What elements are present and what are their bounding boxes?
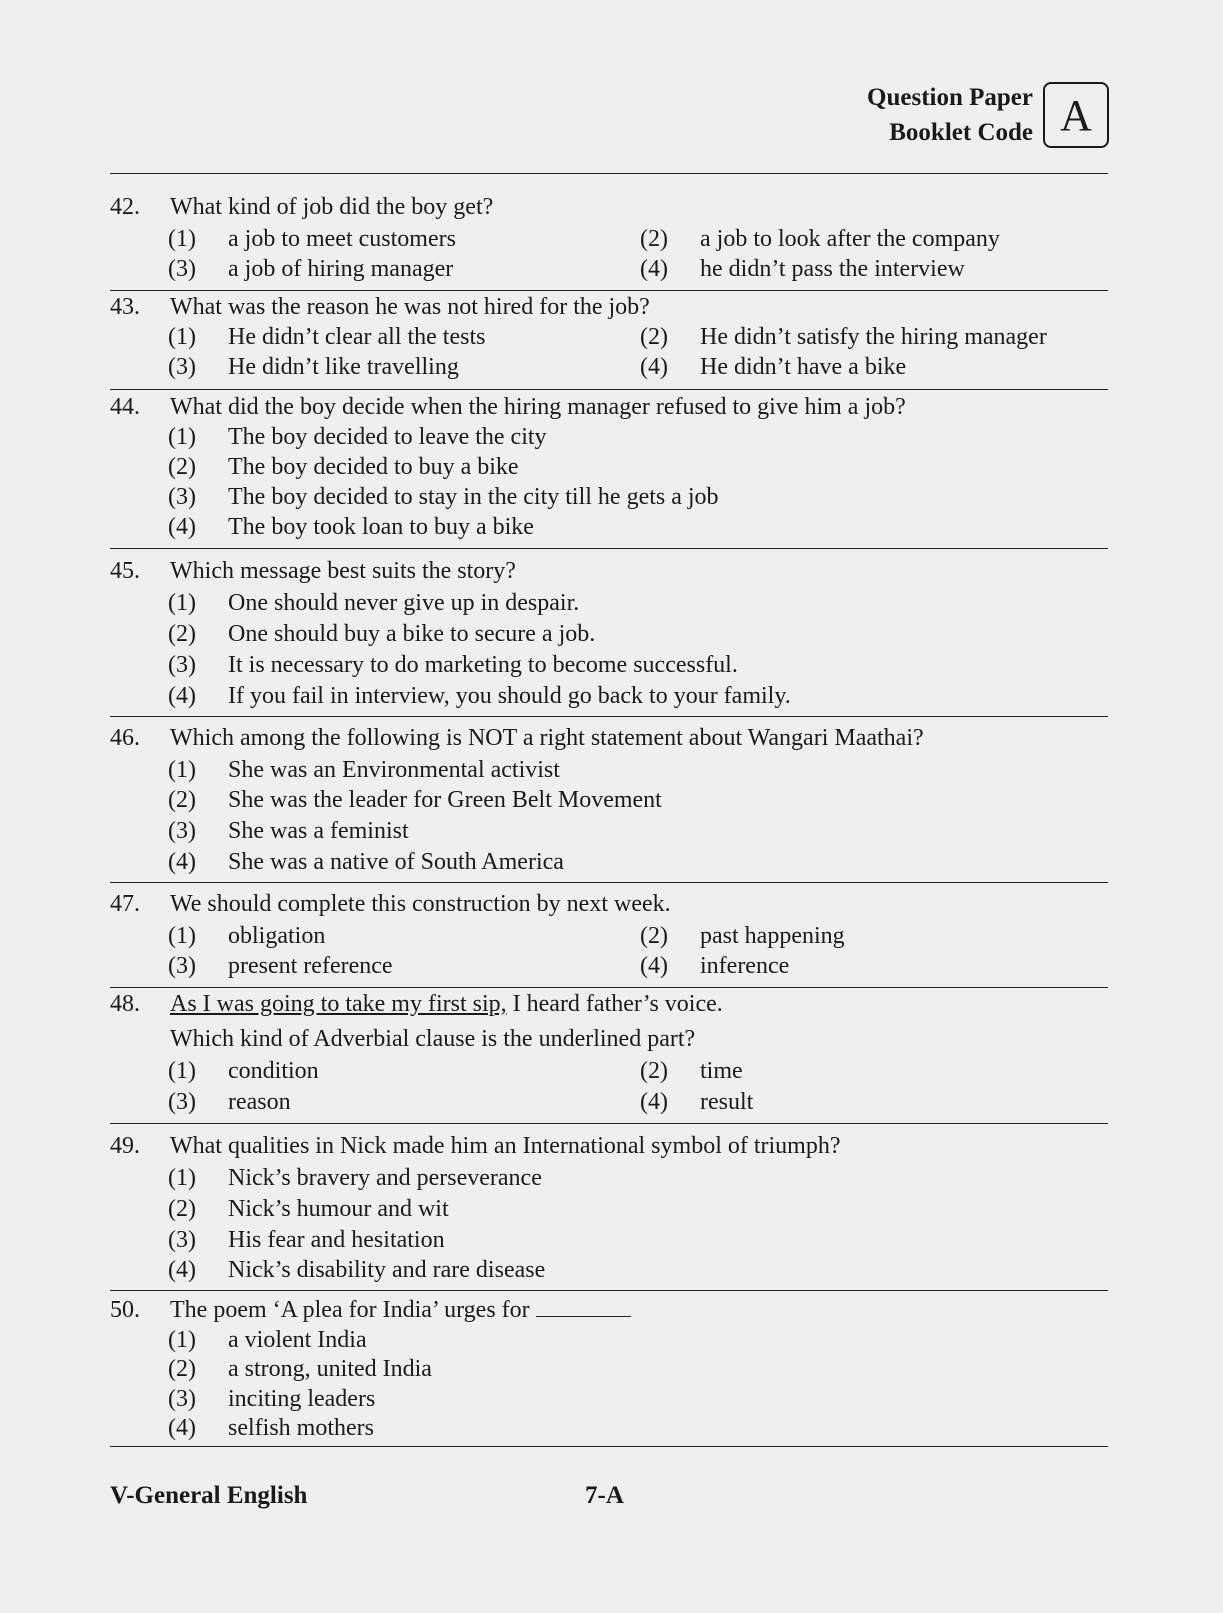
option-number: (3)	[168, 953, 196, 979]
option-number: (4)	[640, 953, 668, 979]
option-text: obligation	[228, 923, 326, 949]
option-text: One should never give up in despair.	[228, 590, 580, 616]
option-text: The boy decided to leave the city	[228, 424, 547, 450]
option-number: (1)	[168, 590, 196, 616]
option-number: (2)	[640, 324, 668, 350]
option-number: (1)	[168, 923, 196, 949]
option-text: present reference	[228, 953, 393, 979]
option-number: (3)	[168, 256, 196, 282]
option-number: (2)	[640, 923, 668, 949]
option-number: (1)	[168, 757, 196, 783]
question-number: 45.	[110, 558, 140, 584]
underlined-clause: As I was going to take my first sip,	[170, 991, 507, 1017]
divider	[110, 716, 1108, 717]
option-text: time	[700, 1058, 743, 1084]
option-text: She was an Environmental activist	[228, 757, 560, 783]
question-number: 47.	[110, 891, 140, 917]
question-subtext: Which kind of Adverbial clause is the underlined part?	[170, 1026, 696, 1052]
option-text: condition	[228, 1058, 319, 1084]
option-number: (3)	[168, 1227, 196, 1253]
option-number: (4)	[168, 849, 196, 875]
divider	[110, 173, 1108, 174]
option-number: (3)	[168, 354, 196, 380]
option-number: (1)	[168, 226, 196, 252]
question-text: What qualities in Nick made him an International symbol of triumph?	[170, 1133, 841, 1159]
question-number: 42.	[110, 194, 140, 220]
option-number: (2)	[640, 1058, 668, 1084]
option-text: She was a feminist	[228, 818, 409, 844]
option-text: He didn’t have a bike	[700, 354, 907, 380]
option-text: She was a native of South America	[228, 849, 564, 875]
option-number: (3)	[168, 1089, 196, 1115]
option-text: Nick’s humour and wit	[228, 1196, 449, 1222]
option-number: (2)	[168, 1196, 196, 1222]
option-number: (2)	[640, 226, 668, 252]
option-number: (2)	[168, 454, 196, 480]
booklet-code-header	[867, 80, 1109, 150]
option-number: (3)	[168, 652, 196, 678]
question-number: 50.	[110, 1297, 140, 1323]
option-text: a job to look after the company	[700, 226, 1000, 252]
question-number: 43.	[110, 294, 140, 320]
option-number: (2)	[168, 787, 196, 813]
question-number: 46.	[110, 725, 140, 751]
option-number: (4)	[640, 1089, 668, 1115]
option-text: a violent India	[228, 1327, 367, 1353]
divider	[110, 389, 1108, 390]
question-text-main: The poem ‘A plea for India’ urges for	[170, 1297, 530, 1323]
divider	[110, 1123, 1108, 1124]
footer-subject: V-General English	[110, 1482, 308, 1509]
question-text: What was the reason he was not hired for the job?	[170, 294, 650, 320]
question-text: What kind of job did the boy get?	[170, 194, 494, 220]
option-text: His fear and hesitation	[228, 1227, 445, 1253]
question-number: 44.	[110, 394, 140, 420]
option-number: (4)	[640, 354, 668, 380]
option-text: result	[700, 1089, 754, 1115]
option-text: he didn’t pass the interview	[700, 256, 965, 282]
option-text: a strong, united India	[228, 1356, 432, 1382]
divider	[110, 290, 1108, 291]
option-number: (3)	[168, 1386, 196, 1412]
option-text: He didn’t clear all the tests	[228, 324, 486, 350]
option-number: (4)	[168, 683, 196, 709]
option-number: (1)	[168, 424, 196, 450]
divider	[110, 1290, 1108, 1291]
option-text: She was the leader for Green Belt Movement	[228, 787, 662, 813]
option-number: (1)	[168, 1327, 196, 1353]
option-text: It is necessary to do marketing to become successful.	[228, 652, 738, 678]
option-number: (4)	[168, 1415, 196, 1441]
option-text: He didn’t like travelling	[228, 354, 459, 380]
option-number: (1)	[168, 1058, 196, 1084]
option-text: selfish mothers	[228, 1415, 374, 1441]
option-number: (2)	[168, 1356, 196, 1382]
question-text-rest: I heard father’s voice.	[506, 991, 723, 1017]
question-number: 48.	[110, 991, 140, 1017]
option-text: If you fail in interview, you should go back to your family.	[228, 683, 791, 709]
divider	[110, 987, 1108, 988]
question-text	[170, 1296, 631, 1324]
question-text	[170, 990, 723, 1018]
header-line-1: Question Paper	[867, 84, 1033, 111]
question-text: Which among the following is NOT a right statement about Wangari Maathai?	[170, 725, 924, 751]
option-text: One should buy a bike to secure a job.	[228, 621, 596, 647]
question-text: Which message best suits the story?	[170, 558, 516, 584]
option-text: a job of hiring manager	[228, 256, 454, 282]
booklet-code-label	[867, 80, 1033, 150]
option-text: a job to meet customers	[228, 226, 456, 252]
question-text: We should complete this construction by next week.	[170, 891, 671, 917]
divider	[110, 882, 1108, 883]
option-number: (3)	[168, 818, 196, 844]
option-text: The boy decided to stay in the city till he gets a job	[228, 484, 719, 510]
divider	[110, 1446, 1108, 1447]
option-number: (1)	[168, 1165, 196, 1191]
option-number: (1)	[168, 324, 196, 350]
option-text: inference	[700, 953, 790, 979]
option-text: The boy took loan to buy a bike	[228, 514, 534, 540]
option-text: inciting leaders	[228, 1386, 376, 1412]
answer-blank	[536, 1296, 631, 1317]
header-line-2: Booklet Code	[889, 119, 1033, 146]
option-number: (3)	[168, 484, 196, 510]
option-number: (4)	[168, 1257, 196, 1283]
option-text: past happening	[700, 923, 845, 949]
footer-page-number: 7-A	[585, 1482, 624, 1509]
option-number: (4)	[640, 256, 668, 282]
option-text: The boy decided to buy a bike	[228, 454, 519, 480]
option-number: (4)	[168, 514, 196, 540]
question-number: 49.	[110, 1133, 140, 1159]
question-text: What did the boy decide when the hiring manager refused to give him a job?	[170, 394, 906, 420]
option-text: reason	[228, 1089, 291, 1115]
option-number: (2)	[168, 621, 196, 647]
divider	[110, 548, 1108, 549]
option-text: He didn’t satisfy the hiring manager	[700, 324, 1047, 350]
option-text: Nick’s bravery and perseverance	[228, 1165, 542, 1191]
option-text: Nick’s disability and rare disease	[228, 1257, 546, 1283]
booklet-code-box: A	[1043, 82, 1109, 148]
